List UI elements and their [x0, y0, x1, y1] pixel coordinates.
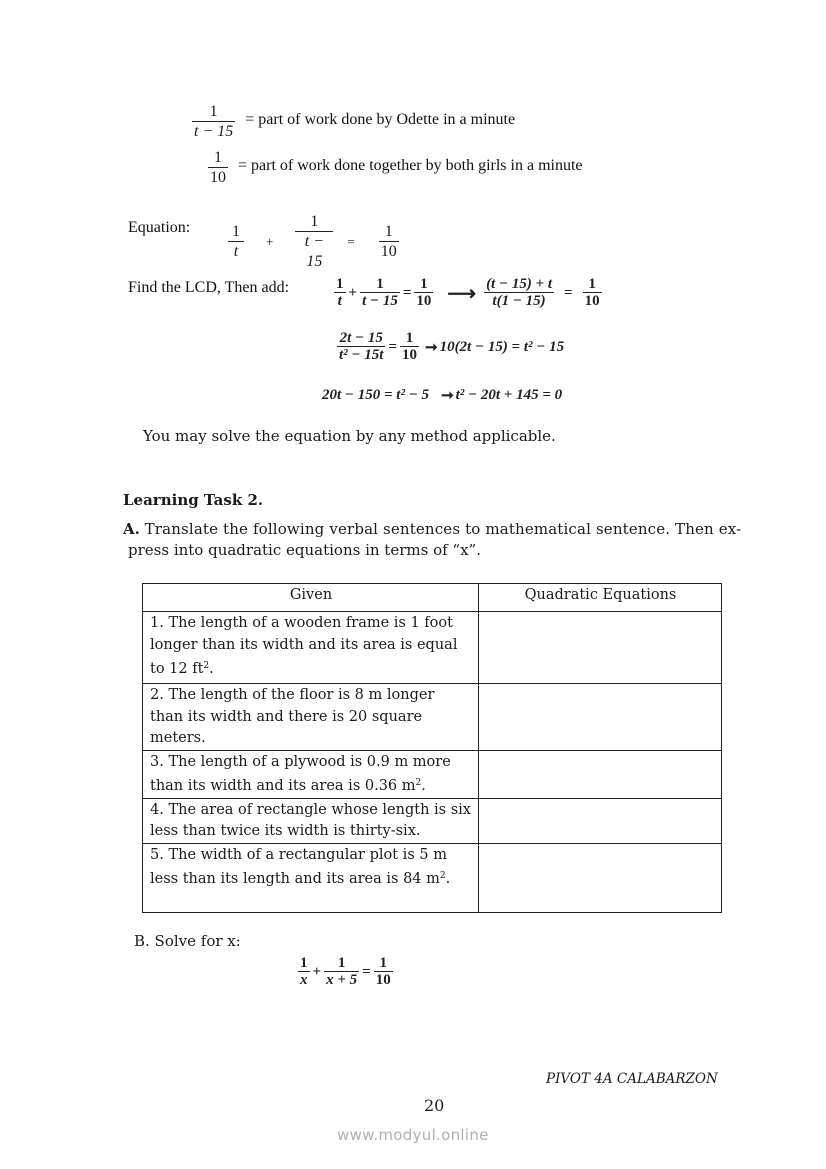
equals-sign: =: [347, 234, 355, 249]
fraction: $\frac{1}{t - 15}$: [362, 276, 398, 309]
method-note: You may solve the equation by any method applicable.: [143, 427, 556, 445]
given-cell: 3. The length of a plywood is 0.9 m more than its width and its area is 0.36 $m^2$.: [143, 750, 479, 798]
table-row: [143, 798, 722, 843]
lcd-line-2: $\frac{2t - 15}{\text{t² − 15t}}$ = $\frac{1}{10}$ ➞ 10(2t − 15) = t² − 15: [339, 330, 565, 363]
expression: 10(2t − 15) = t² − 15: [439, 338, 565, 355]
equation: [228, 212, 399, 272]
quadratic-translation-table: [142, 583, 722, 913]
arrow-icon: ⟶: [447, 282, 477, 305]
table-row: [143, 750, 722, 798]
column-header-quadratic: Quadratic Equations: [479, 584, 722, 612]
table-row: [143, 684, 722, 751]
answer-cell[interactable]: [479, 750, 722, 798]
part-a-label: A.: [123, 520, 140, 538]
fraction: $\frac{1}{10}$: [375, 955, 391, 988]
arrow-icon: ➞: [424, 339, 438, 356]
fraction-t-minus-15: $\frac{1}{t - 15}$: [295, 212, 333, 272]
answer-cell[interactable]: [479, 612, 722, 684]
definition-odette: [192, 102, 515, 142]
expression: t² − 20t + 145 = 0: [455, 387, 563, 403]
part-b-label: B. Solve for x:: [134, 932, 241, 950]
part-a-instructions: [123, 520, 741, 538]
page-number: 20: [424, 1096, 445, 1115]
given-cell: 5. The width of a rectangular plot is 5 m less than its length and its area is 84 $m^2$.: [143, 843, 479, 912]
given-cell: 2. The length of the floor is 8 m longer than its width and there is 20 square meters.: [143, 684, 479, 751]
part-a-text: Translate the following verbal sentences to mathematical sentence. Then ex-: [144, 520, 742, 538]
publisher-footer: PIVOT 4A CALABARZON: [546, 1071, 718, 1087]
equation-label: Equation:: [128, 219, 191, 236]
section-title: Learning Task 2.: [123, 491, 264, 509]
fraction-odette-rate: $\frac{1}{t - 15}$: [194, 103, 234, 140]
fraction-t: $\frac{1}{t}$: [228, 222, 244, 262]
definition-text: = part of work done by Odette in a minute: [245, 110, 516, 128]
answer-cell[interactable]: [479, 684, 722, 751]
part-b-equation: $\frac{1}{x}$ + $\frac{1}{x + 5}$ = $\frac{1}{10}$: [300, 955, 391, 988]
fraction: $\frac{(t - 15) + t}{t(1 - 15)}$: [486, 276, 553, 309]
lcd-line-1: $\frac{1}{t}$ + $\frac{1}{t - 15}$ = $\frac{1}{10}$ ⟶ $\frac{(t - 15) + t}{t(1 - 15)}$ = $\frac{1}{10}$: [336, 276, 600, 309]
arrow-icon: ➞: [441, 388, 454, 404]
column-header-given: Given: [143, 584, 479, 612]
lcd-label: Find the LCD, Then add:: [128, 279, 290, 296]
watermark: www.modyul.online: [337, 1126, 489, 1144]
given-cell: 4. The area of rectangle whose length is six less than twice its width is thirty-six.: [143, 798, 479, 843]
fraction: $\frac{1}{10}$: [401, 330, 417, 363]
fraction: $\frac{1}{t}$: [336, 276, 344, 309]
definition-text: = part of work done together by both girls in a minute: [238, 156, 583, 174]
table-row: [143, 843, 722, 912]
fraction-one-tenth: $\frac{1}{10}$: [380, 223, 397, 260]
fraction: $\frac{1}{x}$: [300, 955, 308, 988]
fraction: $\frac{1}{x + 5}$: [326, 955, 358, 988]
fraction-combined-rate: $\frac{1}{10}$: [210, 149, 226, 186]
fraction: $\frac{1}{10}$: [584, 276, 600, 309]
fraction: $\frac{1}{10}$: [416, 276, 432, 309]
lcd-line-3: [322, 386, 562, 405]
answer-cell[interactable]: [479, 843, 722, 912]
table-row: [143, 612, 722, 684]
table-header-row: [143, 584, 722, 612]
plus-sign: +: [266, 234, 274, 249]
answer-cell[interactable]: [479, 798, 722, 843]
expression: 20t − 150 = t² − 5: [322, 387, 430, 403]
fraction: $\frac{2t - 15}{\text{t² − 15t}}$: [339, 330, 384, 363]
given-cell: 1. The length of a wooden frame is 1 foot longer than its width and its area is equal to 12 $ft^2$.: [143, 612, 479, 684]
definition-together: [208, 148, 583, 188]
part-a-instructions-cont: press into quadratic equations in terms of “x”.: [128, 541, 481, 559]
